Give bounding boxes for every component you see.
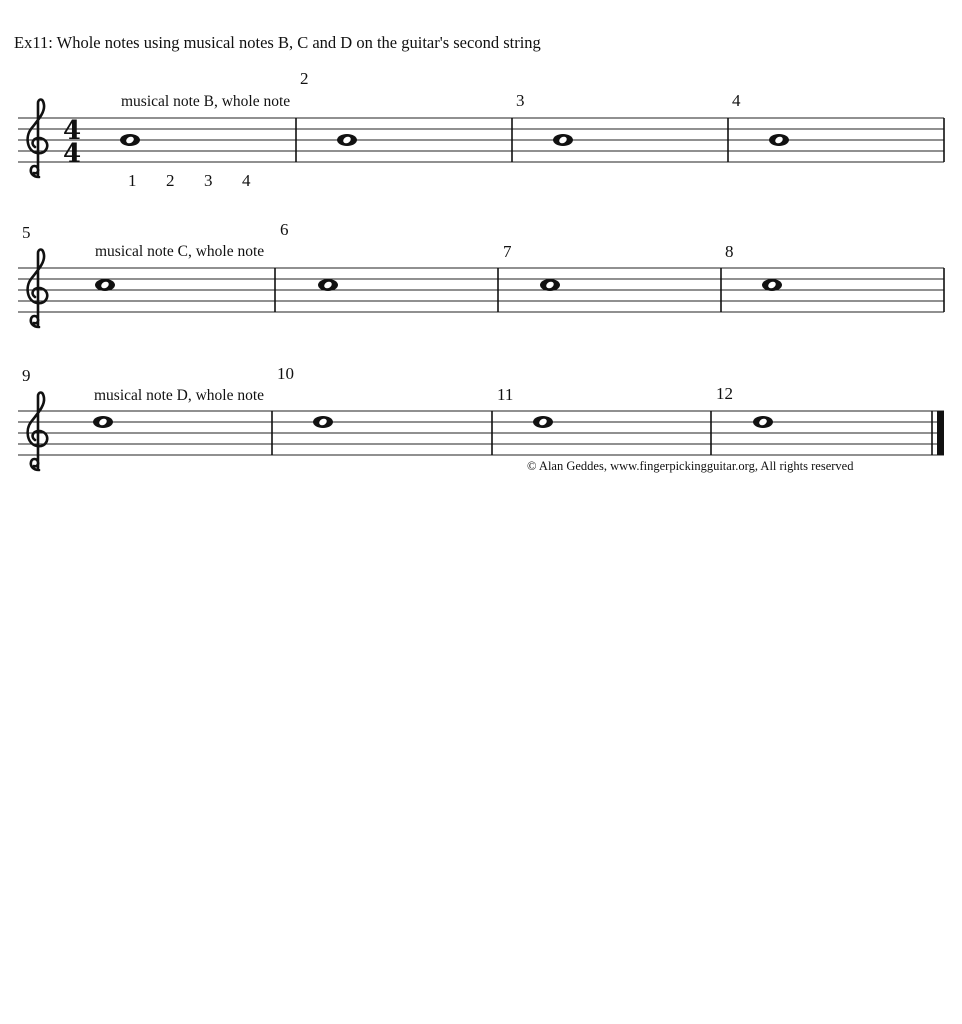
whole-note-icon [93, 416, 113, 428]
note-label: musical note B, whole note [121, 93, 291, 110]
whole-note-icon [753, 416, 773, 428]
time-signature-bottom: 4 [63, 139, 82, 169]
whole-note-icon [313, 416, 333, 428]
whole-note-icon [533, 416, 553, 428]
measure-number: 6 [280, 220, 289, 239]
measure-number: 9 [22, 366, 31, 385]
beat-count: 3 [204, 171, 213, 190]
time-signature-top: 4 [63, 116, 82, 146]
final-barline [937, 411, 944, 455]
measure-number: 12 [716, 384, 733, 403]
measure-number: 2 [300, 69, 309, 88]
measure-number: 10 [277, 364, 294, 383]
staff-3 [0, 0, 962, 490]
beat-count: 4 [242, 171, 251, 190]
note-label: musical note C, whole note [95, 243, 265, 260]
copyright-notice: © Alan Geddes, www.fingerpickingguitar.org, All rights reserved [527, 459, 854, 473]
measure-number: 11 [497, 385, 514, 404]
measure-number: 7 [503, 242, 512, 261]
beat-count: 2 [166, 171, 175, 190]
measure-number: 3 [516, 91, 525, 110]
note-label: musical note D, whole note [94, 387, 265, 404]
page-title: Ex11: Whole notes using musical notes B, C and D on the guitar's second string [14, 33, 541, 52]
treble-clef-icon [28, 393, 48, 471]
measure-number: 8 [725, 242, 734, 261]
beat-count: 1 [128, 171, 137, 190]
staff-system-3 [0, 0, 962, 490]
measure-number: 5 [22, 223, 31, 242]
measure-number: 4 [732, 91, 741, 110]
